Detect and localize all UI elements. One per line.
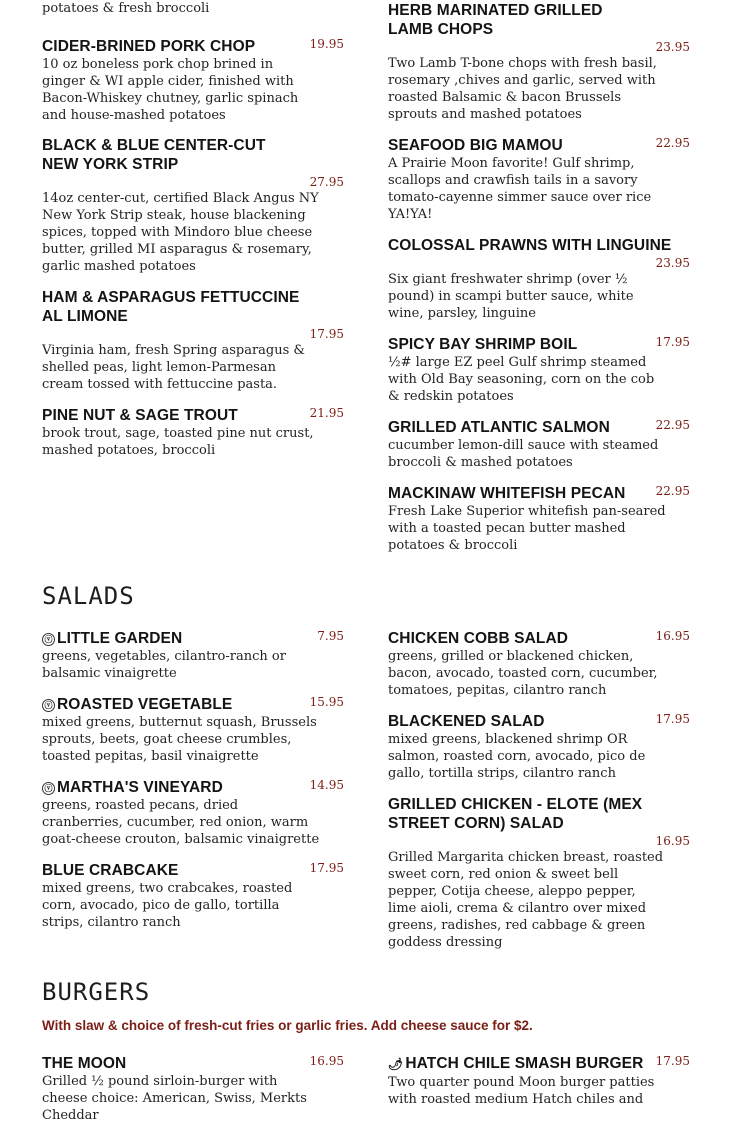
item-price: 17.95 — [309, 327, 344, 341]
item-name: CHICKEN COBB SALAD — [388, 630, 569, 647]
menu-item — [42, 629, 344, 682]
item-name: CIDER-BRINED PORK CHOP — [42, 38, 256, 55]
menu-item — [388, 712, 690, 782]
item-price: 23.95 — [655, 40, 690, 54]
item-description: mixed greens, blackened shrimp OR salmon, roasted corn, avocado, pico de gallo, tortilla strips, cilantro ranch — [388, 732, 646, 781]
item-description: brook trout, sage, toasted pine nut crust, mashed potatoes, broccoli — [42, 426, 314, 458]
item-price: 7.95 — [317, 629, 344, 643]
vegetarian-icon: ⓥ — [42, 633, 55, 646]
item-name: GRILLED CHICKEN - ELOTE (MEX STREET CORN) SALAD — [388, 796, 643, 832]
item-description: 10 oz boneless pork chop brined in ginger & WI apple cider, finished with Bacon-Whiskey chutney, garlic spinach and house-mashed potatoes — [42, 57, 299, 123]
menu-item — [388, 236, 690, 322]
item-name: SEAFOOD BIG MAMOU — [388, 137, 563, 154]
item-price: 21.95 — [309, 406, 344, 420]
item-price: 27.95 — [309, 175, 344, 189]
section-title-burgers: BURGERS — [42, 978, 151, 1006]
item-description: mixed greens, two crabcakes, roasted corn, avocado, pico de gallo, tortilla strips, cilantro ranch — [42, 881, 293, 930]
item-description: A Prairie Moon favorite! Gulf shrimp, scallops and crawfish tails in a savory tomato-cayenne simmer sauce over rice YA!YA! — [388, 156, 652, 222]
spicy-pepper-icon: 🌶 — [388, 1057, 404, 1071]
menu-item — [388, 1, 690, 123]
menu-item — [42, 778, 344, 848]
item-description: mixed greens, butternut squash, Brussels sprouts, beets, goat cheese crumbles, toasted pepitas, basil vinaigrette — [42, 715, 317, 764]
item-name: THE MOON — [42, 1055, 127, 1072]
menu-item — [42, 695, 344, 765]
menu-item — [42, 861, 344, 931]
item-price: 17.95 — [655, 712, 690, 726]
menu-item — [42, 136, 344, 275]
item-description: greens, roasted pecans, dried cranberries, cucumber, red onion, warm goat-cheese crouton, balsamic vinaigrette — [42, 798, 320, 847]
item-name: BLUE CRABCAKE — [42, 862, 179, 879]
menu-item — [388, 795, 690, 951]
item-name: HATCH CHILE SMASH BURGER — [405, 1055, 644, 1072]
menu-item — [388, 418, 690, 471]
item-description: ½# large EZ peel Gulf shrimp steamed with Old Bay seasoning, corn on the cob & redskin potatoes — [388, 355, 655, 404]
item-name: GRILLED ATLANTIC SALMON — [388, 419, 610, 436]
item-price: 14.95 — [309, 778, 344, 792]
item-price: 17.95 — [655, 335, 690, 349]
menu-item — [388, 335, 690, 405]
item-price: 17.95 — [309, 861, 344, 875]
item-name: HERB MARINATED GRILLED LAMB CHOPS — [388, 2, 603, 38]
item-price: 17.95 — [655, 1054, 690, 1068]
item-description: Two quarter pound Moon burger patties with roasted medium Hatch chiles and — [388, 1075, 655, 1107]
item-price: 16.95 — [655, 629, 690, 643]
item-description: Six giant freshwater shrimp (over ½ pound) in scampi butter sauce, white wine, parsley, linguine — [388, 272, 634, 321]
menu-item — [42, 406, 344, 459]
item-description: greens, grilled or blackened chicken, bacon, avocado, toasted corn, cucumber, tomatoes, pepitas, cilantro ranch — [388, 649, 658, 698]
item-description: Virginia ham, fresh Spring asparagus & shelled peas, light lemon-Parmesan cream tossed with fettuccine pasta. — [42, 343, 305, 392]
section-title-salads: SALADS — [42, 582, 135, 610]
item-price: 15.95 — [309, 695, 344, 709]
item-price: 23.95 — [655, 256, 690, 270]
item-name: HAM & ASPARAGUS FETTUCCINE AL LIMONE — [42, 289, 300, 325]
menu-item — [388, 136, 690, 223]
item-description: greens, vegetables, cilantro-ranch or balsamic vinaigrette — [42, 649, 286, 681]
item-name: LITTLE GARDEN — [57, 630, 183, 647]
item-name: PINE NUT & SAGE TROUT — [42, 407, 238, 424]
item-price: 16.95 — [309, 1054, 344, 1068]
vegetarian-icon: ⓥ — [42, 699, 55, 712]
item-description: Two Lamb T-bone chops with fresh basil, rosemary ,chives and garlic, served with roasted Balsamic & bacon Brussels sprouts and mashed potatoes — [388, 56, 657, 122]
item-name: MARTHA'S VINEYARD — [57, 779, 223, 796]
menu-item — [42, 288, 344, 393]
item-description: potatoes & fresh broccoli — [42, 1, 210, 16]
item-description: cucumber lemon-dill sauce with steamed broccoli & mashed potatoes — [388, 438, 659, 470]
item-description: Grilled ½ pound sirloin-burger with cheese choice: American, Swiss, Merkts Cheddar — [42, 1074, 307, 1123]
item-name: BLACKENED SALAD — [388, 713, 545, 730]
item-name: MACKINAW WHITEFISH PECAN — [388, 485, 626, 502]
menu-item — [42, 37, 344, 124]
item-price: 19.95 — [309, 37, 344, 51]
item-name: COLOSSAL PRAWNS WITH LINGUINE — [388, 237, 672, 254]
burgers-note: With slaw & choice of fresh-cut fries or garlic fries. Add cheese sauce for $2. — [42, 1018, 533, 1033]
item-price: 22.95 — [655, 418, 690, 432]
item-name: SPICY BAY SHRIMP BOIL — [388, 336, 578, 353]
item-price: 16.95 — [655, 834, 690, 848]
menu-item — [388, 629, 690, 699]
menu-item — [42, 1054, 344, 1124]
item-name: BLACK & BLUE CENTER-CUT NEW YORK STRIP — [42, 137, 266, 173]
item-description: Fresh Lake Superior whitefish pan-seared with a toasted pecan butter mashed potatoes & broccoli — [388, 504, 666, 553]
item-price: 22.95 — [655, 136, 690, 150]
item-price: 22.95 — [655, 484, 690, 498]
item-name: ROASTED VEGETABLE — [57, 696, 233, 713]
menu-item — [388, 484, 690, 554]
item-description: 14oz center-cut, certified Black Angus NY New York Strip steak, house blackening spices, topped with Mindoro blue cheese butter, grilled MI asparagus & rosemary, garlic mashed potatoes — [42, 191, 319, 274]
vegetarian-icon: ⓥ — [42, 782, 55, 795]
item-description: Grilled Margarita chicken breast, roasted sweet corn, red onion & sweet bell pepper, Cotija cheese, aleppo pepper, lime aioli, crema & cilantro over mixed greens, radishes, red cabbage & green goddess dressing — [388, 850, 664, 950]
menu-item — [42, 0, 344, 17]
